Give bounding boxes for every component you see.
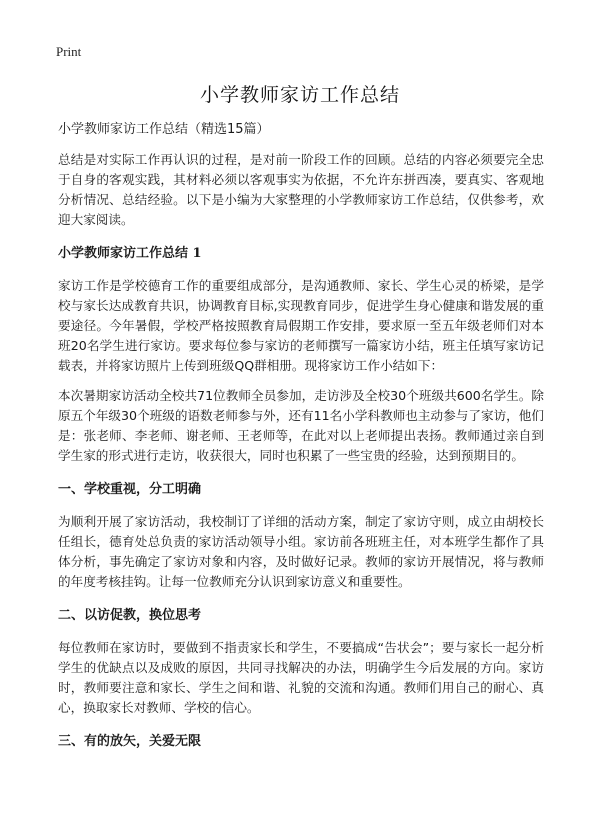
document-title: 小学教师家访工作总结 (199, 84, 400, 106)
intro-paragraph: 总结是对实际工作再认识的过程，是对前一阶段工作的回顾。总结的内容必须要完全忠于自身的客观实践，其材料必须以客观事实为依据，不允许东拼西凑，要真实、客观地分析情况、总结经验。以下是小编为大家整理的小学教师家访工作总结，仅供参考，欢迎大家阅读。 (58, 152, 544, 227)
document-body (58, 120, 544, 764)
subsection-3-heading: 三、有的放矢，关爱无限 (58, 734, 202, 749)
section-1-paragraph-2: 本次暑期家访活动全校共71位教师全员参加，走访涉及全校30个班级共600名学生。除原五个年级30个班级的语数老师参与外，还有11名小学科教师也主动参与了家访，他们是：张老师、李老师、谢老师、王老师等，在此对以上老师提出表扬。教师通过亲自到学生家的形式进行走访，收获很大，同时也积累了一些宝贵的经验，达到预期目的。 (58, 388, 544, 463)
section-1-heading: 小学教师家访工作总结 1 (58, 246, 202, 261)
subsection-1-heading: 一、学校重视，分工明确 (58, 482, 202, 497)
subsection-2-paragraph: 每位教师在家访时，要做到不指责家长和学生，不要搞成“告状会”；要与家长一起分析学生的优缺点以及成败的原因，共同寻找解决的办法，明确学生今后发展的方向。家访时，教师要注意和家长、学生之间和谐、礼貌的交流和沟通。教师们用自己的耐心、真心，换取家长对教师、学校的信心。 (58, 640, 544, 715)
subsection-2-heading: 二、以访促教，换位思考 (58, 608, 202, 623)
subsection-1-paragraph: 为顺利开展了家访活动，我校制订了详细的活动方案，制定了家访守则，成立由胡校长任组长，德育处总负责的家访活动领导小组。家访前各班班主任，对本班学生都作了具体分析，事先确定了家访对象和内容，及时做好记录。教师的家访开展情况，将与教师的年度考核挂钩。让每一位教师充分认识到家访意义和重要性。 (58, 514, 544, 589)
print-link[interactable]: Print (56, 44, 82, 59)
document-subtitle: 小学教师家访工作总结（精选15篇） (58, 122, 270, 137)
section-1-paragraph-1: 家访工作是学校德育工作的重要组成部分，是沟通教师、家长、学生心灵的桥梁，是学校与家长达成教育共识，协调教育目标,实现教育同步，促进学生身心健康和谐发展的重要途径。今年暑假，学校严格按照教育局假期工作安排，要求原一至五年级老师们对本班20名学生进行家访。要求每位参与家访的老师撰写一篇家访小结，班主任填写家访记载表，并将家访照片上传到班级QQ群相册。现将家访工作小结如下： (58, 278, 544, 373)
